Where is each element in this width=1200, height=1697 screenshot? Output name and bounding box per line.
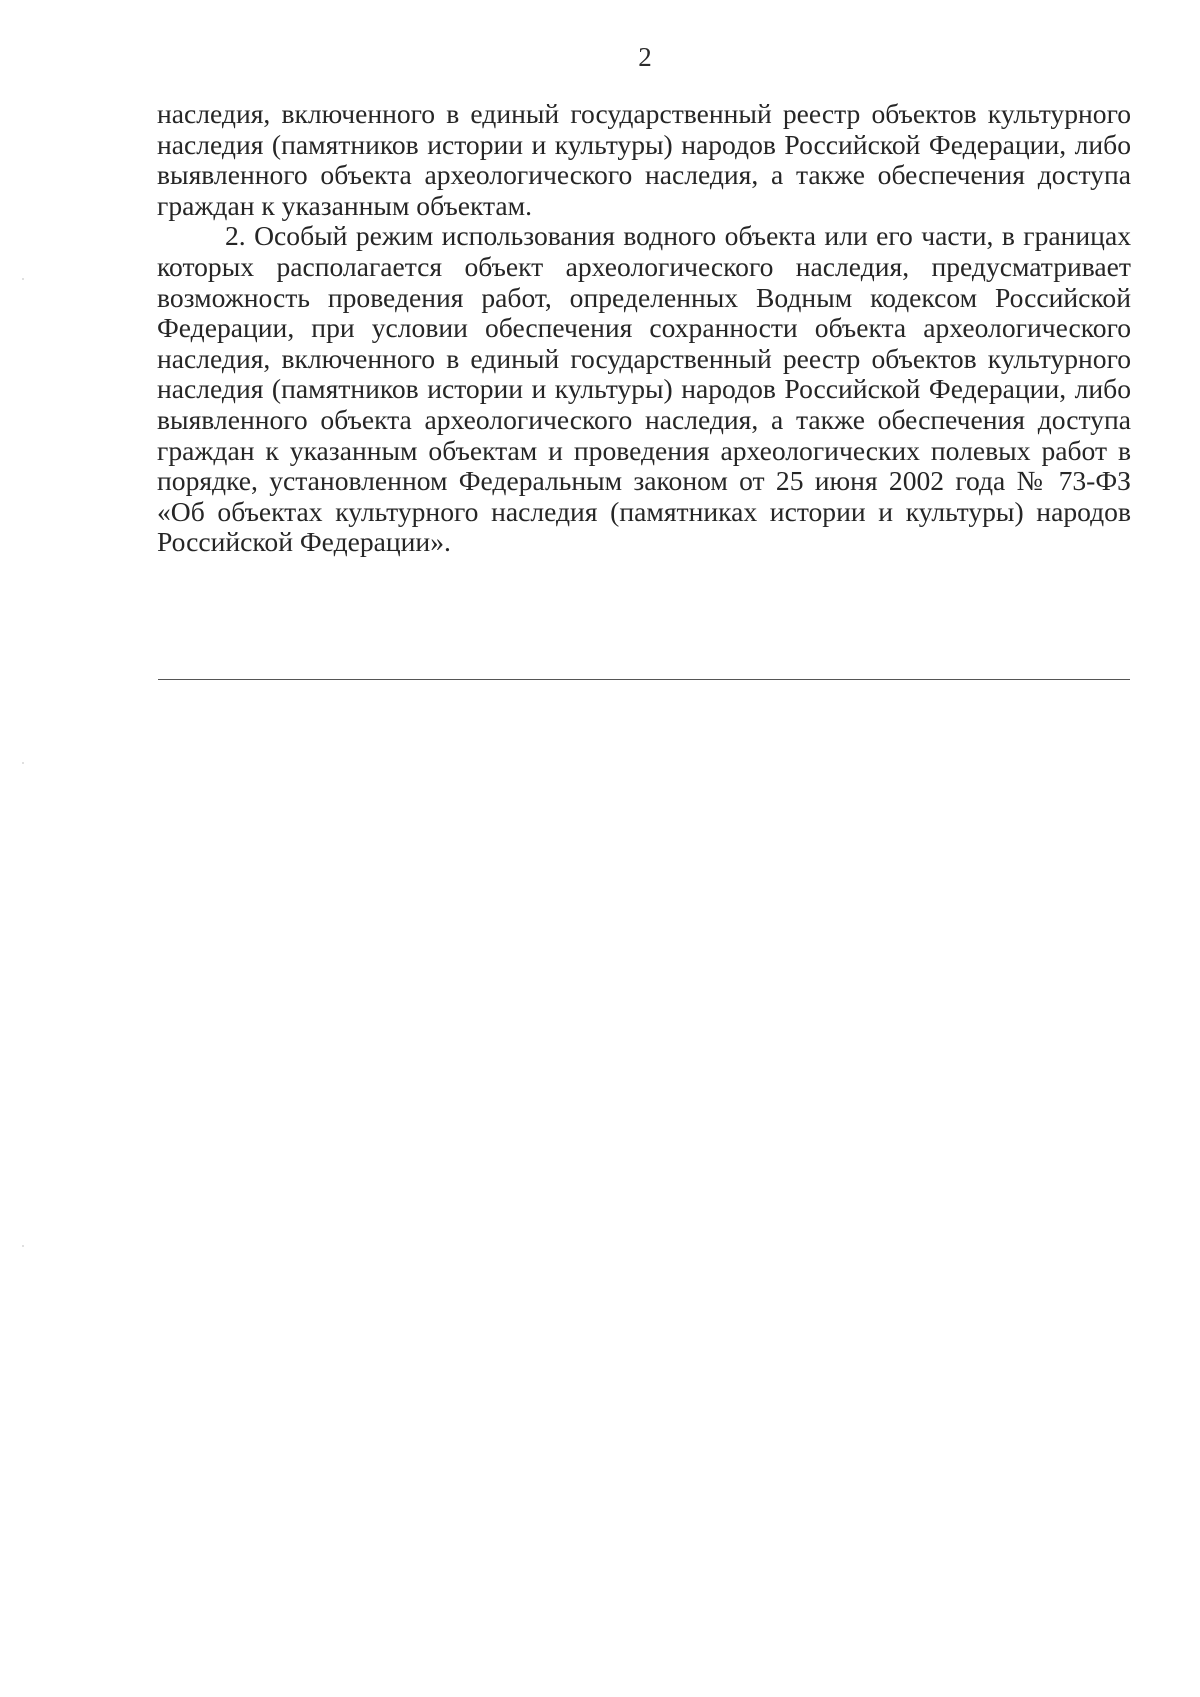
end-of-text-rule <box>158 679 1130 680</box>
scan-speck <box>22 278 24 280</box>
paragraph-continuation: наследия, включенного в единый государственный реестр объектов культурного наследия (памятников истории и культуры) народов Российской Федерации, либо выявленного объекта археологического наследия, а также обеспечения доступа граждан к указанным объектам. <box>157 98 1131 221</box>
page-number: 2 <box>638 42 652 72</box>
document-body <box>157 99 1131 558</box>
paragraph-item-2: 2. Особый режим использования водного объекта или его части, в границах которых располагается объект археологического наследия, предусматривает возможность проведения работ, определенных Водным кодексом Российской Федерации, при условии обеспечения сохранности объекта археологического наследия, включенного в единый государственный реестр объектов культурного наследия (памятников истории и культуры) народов Российской Федерации, либо выявленного объекта археологического наследия, а также обеспечения доступа граждан к указанным объектам и проведения археологических полевых работ в порядке, установленном Федеральным законом от 25 июня 2002 года № 73-ФЗ «Об объектах культурного наследия (памятниках истории и культуры) народов Российской Федерации». <box>157 220 1131 558</box>
scan-speck <box>22 1245 24 1247</box>
scan-speck <box>22 762 24 764</box>
